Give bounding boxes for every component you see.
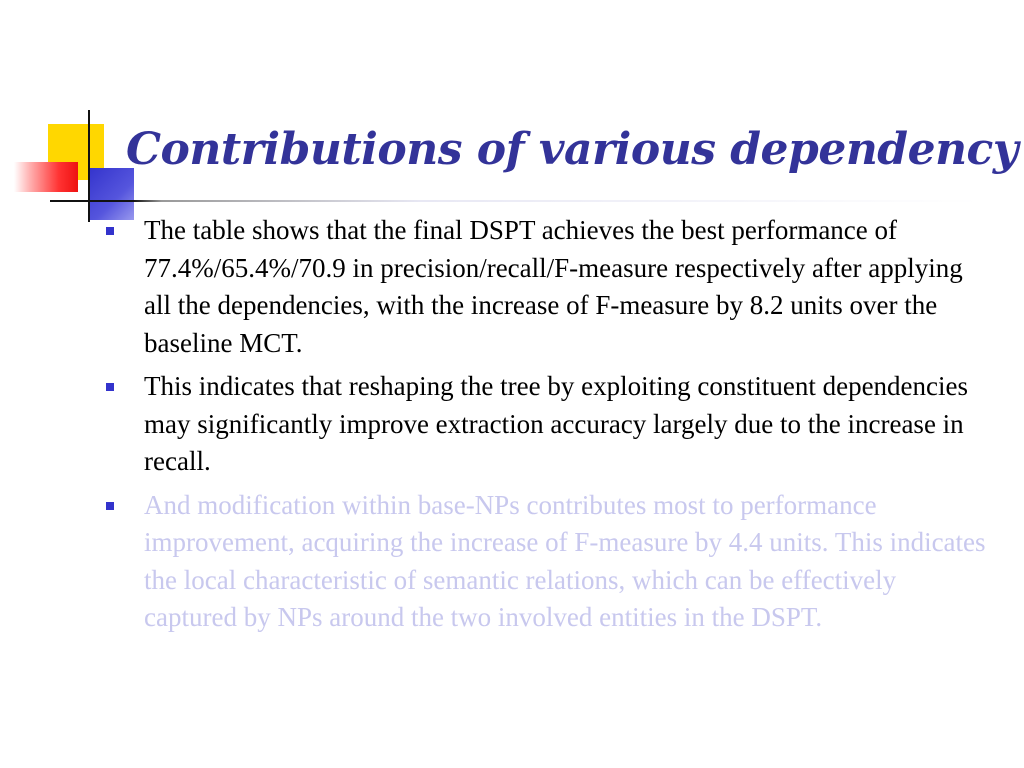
square-bullet-icon: [106, 502, 114, 510]
bullet-text: And modification within base-NPs contributes most to performance improvement, acquiring the increase of F-measure by 4.4 units. This indicates the local characteristic of semantic relations, which can be effectively captured by NPs around the two involved entities in the DSPT.: [144, 489, 986, 632]
bullet-item: [100, 212, 992, 362]
bullet-text: This indicates that reshaping the tree by exploiting constituent dependencies may significantly improve extraction accuracy largely due to the increase in recall.: [144, 371, 969, 476]
bullet-item-dimmed: [100, 487, 992, 637]
square-bullet-icon: [106, 227, 114, 235]
square-bullet-icon: [106, 383, 114, 391]
logo-red-bar: [14, 162, 78, 192]
bullet-item: [100, 368, 992, 481]
logo-vertical-line: [88, 110, 90, 222]
bullet-list: [100, 212, 992, 643]
title-underline-divider: [50, 200, 980, 202]
bullet-text: The table shows that the final DSPT achieves the best performance of 77.4%/65.4%/70.9 in precision/recall/F-measure respectively after applying all the dependencies, with the increase of F-measure by 8.2 units over the baseline MCT.: [144, 215, 963, 358]
slide-title: Contributions of various dependency: [126, 124, 1018, 175]
slide-logo-decoration: [0, 0, 140, 240]
